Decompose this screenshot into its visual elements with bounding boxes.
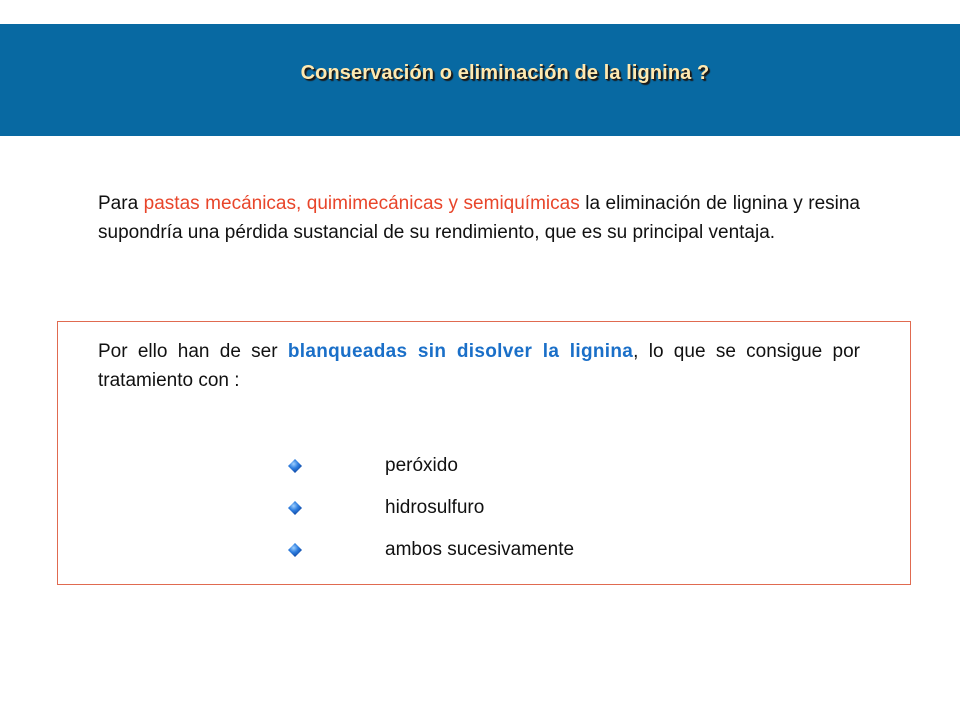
intro-paragraph [98, 189, 860, 247]
list-item-label: ambos sucesivamente [385, 539, 575, 560]
treatment-lead-text: Por ello han de ser [98, 341, 288, 362]
list-item-label: hidrosulfuro [385, 497, 485, 518]
treatment-rest-text: , lo que se consigue por tratamiento con : [98, 341, 861, 391]
slide-title: Conservación o eliminación de la lignina ? [300, 62, 710, 84]
intro-lead-text: Para [98, 193, 144, 214]
blue-diamond-bullet-icon [287, 500, 303, 516]
intro-rest-text: la eliminación de lignina y resina supondría una pérdida sustancial de su rendimiento, que es su principal ventaja. [98, 193, 860, 243]
treatment-paragraph [98, 337, 860, 395]
list-item-label: peróxido [385, 455, 458, 476]
intro-highlight-text: pastas mecánicas, quimimecánicas y semiquímicas [143, 193, 580, 214]
blue-diamond-bullet-icon [287, 542, 303, 558]
blue-diamond-bullet-icon [287, 458, 303, 474]
treatment-highlight-text: blanqueadas sin disolver la lignina [287, 341, 634, 362]
